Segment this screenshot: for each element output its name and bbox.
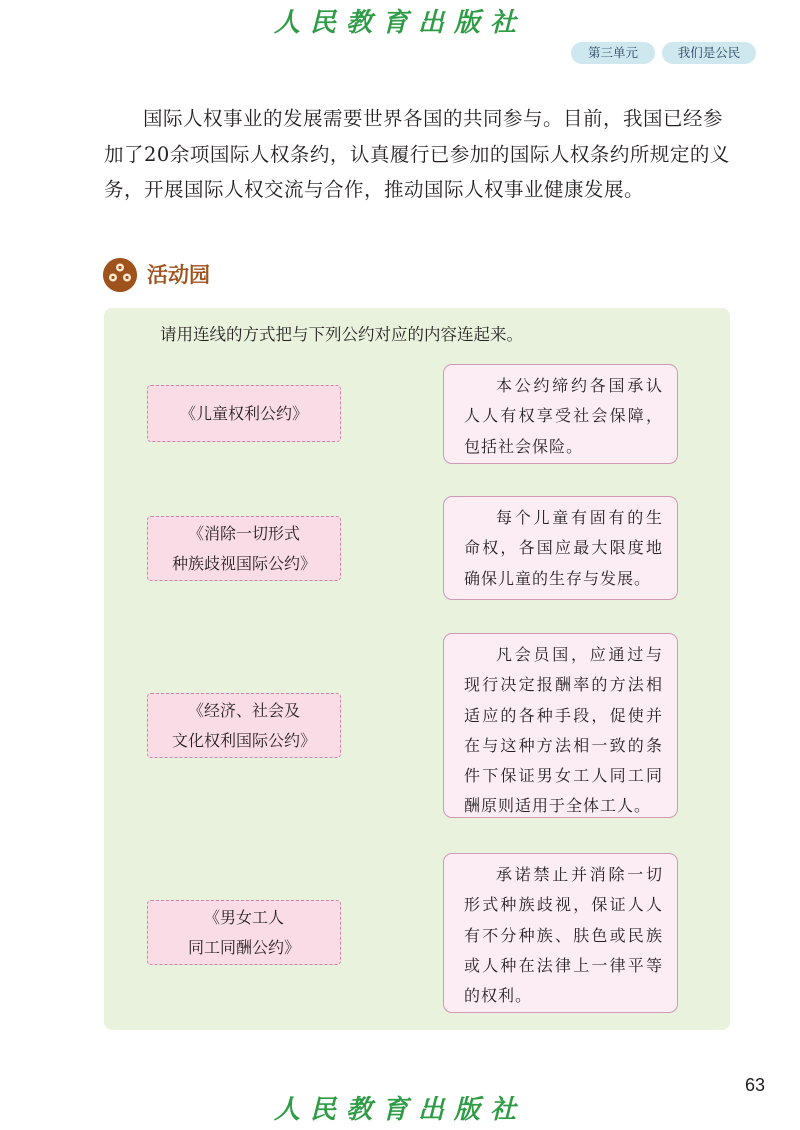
treaty-box-3[interactable] <box>147 693 341 758</box>
content-text: 本公约缔约各国承认人人有权享受社会保障，包括社会保险。 <box>464 376 663 456</box>
treaty-box-4[interactable] <box>147 900 341 965</box>
page-number: 63 <box>744 1075 765 1095</box>
treaty-label: 《男女工人 同工同酬公约》 <box>187 907 300 957</box>
unit-title: 我们是公民 <box>662 42 756 64</box>
activity-instruction: 请用连线的方式把与下列公约对应的内容连起来。 <box>160 325 523 344</box>
content-text: 承诺禁止并消除一切形式种族歧视，保证人人有不分种族、肤色或民族或人种在法律上一律平等的权利。 <box>464 865 663 1006</box>
activity-flower-icon <box>103 258 137 292</box>
content-box-4[interactable] <box>443 853 678 1013</box>
body-paragraph: 国际人权事业的发展需要世界各国的共同参与。目前，我国已经参加了20余项国际人权条约，认真履行已参加的国际人权条约所规定的义务，开展国际人权交流与合作，推动国际人权事业健康发展。 <box>104 107 730 201</box>
treaty-box-1[interactable] <box>147 385 341 442</box>
treaty-box-2[interactable] <box>147 516 341 581</box>
content-box-3[interactable] <box>443 633 678 818</box>
publisher-logo-bottom: 人民教育出版社 <box>273 1095 526 1125</box>
content-box-2[interactable] <box>443 496 678 600</box>
treaty-label: 《儿童权利公约》 <box>179 403 308 423</box>
content-text: 每个儿童有固有的生命权，各国应最大限度地确保儿童的生存与发展。 <box>464 508 663 588</box>
publisher-logo-top: 人民教育出版社 <box>273 8 526 38</box>
treaty-label: 《经济、社会及 文化权利国际公约》 <box>171 700 316 750</box>
content-text: 凡会员国，应通过与现行决定报酬率的方法相适应的各种手段，促使并在与这种方法相一致的条件下保证男女工人同工同酬原则适用于全体工人。 <box>464 645 663 816</box>
content-box-1[interactable] <box>443 364 678 464</box>
unit-label: 第三单元 <box>571 42 655 64</box>
activity-title: 活动园 <box>147 263 210 287</box>
treaty-label: 《消除一切形式 种族歧视国际公约》 <box>171 523 316 573</box>
